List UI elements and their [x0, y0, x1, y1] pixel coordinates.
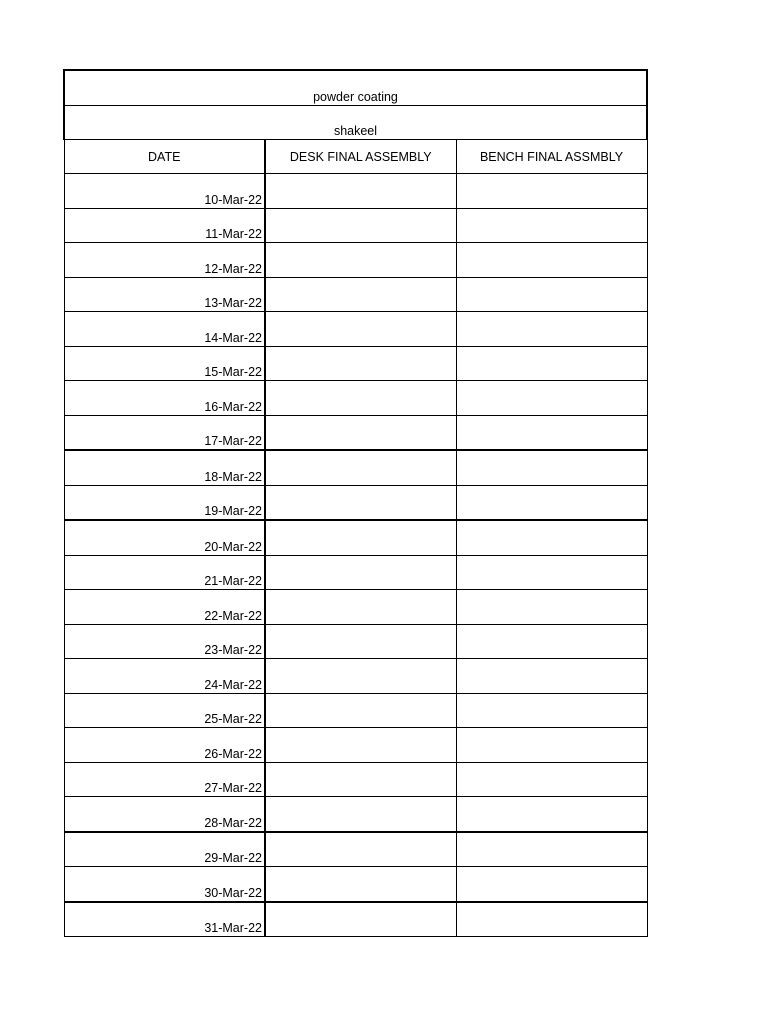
table-row	[64, 590, 647, 625]
table-row	[64, 762, 647, 797]
bench-final-assembly-cell[interactable]	[456, 243, 647, 278]
date-cell[interactable]	[64, 797, 265, 832]
date-cell[interactable]	[64, 485, 265, 520]
table-row	[64, 450, 647, 485]
desk-final-assembly-cell[interactable]	[265, 485, 456, 520]
bench-final-assembly-cell[interactable]	[456, 381, 647, 416]
date-cell-value: 11-Mar-22	[205, 227, 262, 241]
table-row	[64, 346, 647, 381]
date-cell[interactable]	[64, 762, 265, 797]
desk-final-assembly-cell[interactable]	[265, 415, 456, 450]
date-cell[interactable]	[64, 415, 265, 450]
table-row	[64, 797, 647, 832]
table-row	[64, 381, 647, 416]
table-row	[64, 485, 647, 520]
subtitle-row	[64, 106, 647, 140]
desk-final-assembly-cell[interactable]	[265, 208, 456, 243]
table-row	[64, 659, 647, 694]
date-cell-value: 22-Mar-22	[204, 608, 262, 623]
date-cell-value: 19-Mar-22	[204, 504, 262, 518]
date-cell-value: 12-Mar-22	[204, 261, 262, 276]
bench-final-assembly-cell[interactable]	[456, 277, 647, 312]
bench-final-assembly-cell[interactable]	[456, 624, 647, 659]
date-cell[interactable]	[64, 243, 265, 278]
table-row	[64, 902, 647, 937]
bench-final-assembly-cell[interactable]	[456, 693, 647, 728]
sheet-subtitle: shakeel	[333, 123, 378, 138]
date-cell-value: 27-Mar-22	[204, 781, 262, 795]
bench-final-assembly-cell[interactable]	[456, 728, 647, 763]
desk-final-assembly-cell[interactable]	[265, 762, 456, 797]
date-cell-value: 20-Mar-22	[204, 539, 262, 554]
desk-final-assembly-cell[interactable]	[265, 797, 456, 832]
date-cell[interactable]	[64, 728, 265, 763]
date-cell[interactable]	[64, 450, 265, 485]
bench-final-assembly-cell[interactable]	[456, 312, 647, 347]
table-row	[64, 208, 647, 243]
bench-final-assembly-cell[interactable]	[456, 485, 647, 520]
date-cell-value: 14-Mar-22	[204, 330, 262, 345]
date-cell[interactable]	[64, 832, 265, 867]
title-row	[64, 70, 647, 106]
sheet-title-cell[interactable]	[64, 70, 647, 106]
date-cell-value: 31-Mar-22	[204, 921, 262, 935]
desk-final-assembly-cell[interactable]	[265, 381, 456, 416]
bench-final-assembly-cell[interactable]	[456, 174, 647, 209]
date-cell-value: 13-Mar-22	[204, 296, 262, 310]
table-row	[64, 728, 647, 763]
date-cell-value: 25-Mar-22	[204, 712, 262, 726]
date-cell-value: 26-Mar-22	[204, 746, 262, 761]
bench-final-assembly-cell[interactable]	[456, 555, 647, 590]
table-row	[64, 867, 647, 902]
date-cell-value: 15-Mar-22	[204, 365, 262, 379]
desk-final-assembly-cell[interactable]	[265, 277, 456, 312]
desk-final-assembly-cell[interactable]	[265, 243, 456, 278]
table-row	[64, 624, 647, 659]
date-cell[interactable]	[64, 693, 265, 728]
table-row	[64, 415, 647, 450]
desk-final-assembly-cell[interactable]	[265, 520, 456, 555]
column-header-date[interactable]: DATE	[64, 140, 265, 174]
desk-final-assembly-cell[interactable]	[265, 867, 456, 902]
date-cell[interactable]	[64, 208, 265, 243]
date-cell[interactable]	[64, 520, 265, 555]
desk-final-assembly-cell[interactable]	[265, 902, 456, 937]
bench-final-assembly-cell[interactable]	[456, 346, 647, 381]
date-cell[interactable]	[64, 659, 265, 694]
date-cell[interactable]	[64, 590, 265, 625]
bench-final-assembly-cell[interactable]	[456, 797, 647, 832]
desk-final-assembly-cell[interactable]	[265, 624, 456, 659]
date-cell[interactable]	[64, 867, 265, 902]
bench-final-assembly-cell[interactable]	[456, 415, 647, 450]
header-row	[64, 140, 647, 174]
table-row	[64, 520, 647, 555]
table-row	[64, 832, 647, 867]
bench-final-assembly-cell[interactable]	[456, 520, 647, 555]
desk-final-assembly-cell[interactable]	[265, 590, 456, 625]
date-cell[interactable]	[64, 624, 265, 659]
bench-final-assembly-cell[interactable]	[456, 450, 647, 485]
date-cell[interactable]	[64, 346, 265, 381]
table-row	[64, 312, 647, 347]
desk-final-assembly-cell[interactable]	[265, 174, 456, 209]
date-cell-value: 10-Mar-22	[204, 192, 262, 207]
desk-final-assembly-cell[interactable]	[265, 693, 456, 728]
bench-final-assembly-cell[interactable]	[456, 659, 647, 694]
desk-final-assembly-cell[interactable]	[265, 832, 456, 867]
bench-final-assembly-cell[interactable]	[456, 208, 647, 243]
desk-final-assembly-cell[interactable]	[265, 659, 456, 694]
table-row	[64, 174, 647, 209]
spreadsheet-page	[63, 69, 646, 937]
bench-final-assembly-cell[interactable]	[456, 590, 647, 625]
table-row	[64, 277, 647, 312]
bench-final-assembly-cell[interactable]	[456, 832, 647, 867]
date-cell[interactable]	[64, 312, 265, 347]
desk-final-assembly-cell[interactable]	[265, 728, 456, 763]
desk-final-assembly-cell[interactable]	[265, 312, 456, 347]
date-cell[interactable]	[64, 902, 265, 937]
date-cell[interactable]	[64, 381, 265, 416]
date-cell-value: 18-Mar-22	[204, 469, 262, 484]
date-cell-value: 23-Mar-22	[204, 643, 262, 657]
date-cell[interactable]	[64, 174, 265, 209]
bench-final-assembly-cell[interactable]	[456, 762, 647, 797]
date-cell-value: 24-Mar-22	[204, 677, 262, 692]
date-cell-value: 29-Mar-22	[204, 851, 262, 865]
column-header-desk-final-assembly[interactable]: DESK FINAL ASSEMBLY	[265, 140, 456, 174]
table-row	[64, 555, 647, 590]
table-row	[64, 693, 647, 728]
date-cell-value: 21-Mar-22	[204, 574, 262, 588]
date-cell[interactable]	[64, 277, 265, 312]
table-row	[64, 243, 647, 278]
bench-final-assembly-cell[interactable]	[456, 867, 647, 902]
date-cell-value: 28-Mar-22	[204, 815, 262, 830]
sheet-subtitle-cell[interactable]	[64, 106, 647, 140]
desk-final-assembly-cell[interactable]	[265, 450, 456, 485]
bench-final-assembly-cell[interactable]	[456, 902, 647, 937]
desk-final-assembly-cell[interactable]	[265, 346, 456, 381]
date-cell-value: 16-Mar-22	[204, 399, 262, 414]
date-cell-value: 30-Mar-22	[204, 885, 262, 900]
date-cell[interactable]	[64, 555, 265, 590]
assembly-log-table	[63, 69, 648, 937]
column-header-bench-final-assembly[interactable]: BENCH FINAL ASSMBLY	[456, 140, 647, 174]
date-cell-value: 17-Mar-22	[204, 434, 262, 448]
sheet-title: powder coating	[313, 90, 398, 104]
desk-final-assembly-cell[interactable]	[265, 555, 456, 590]
